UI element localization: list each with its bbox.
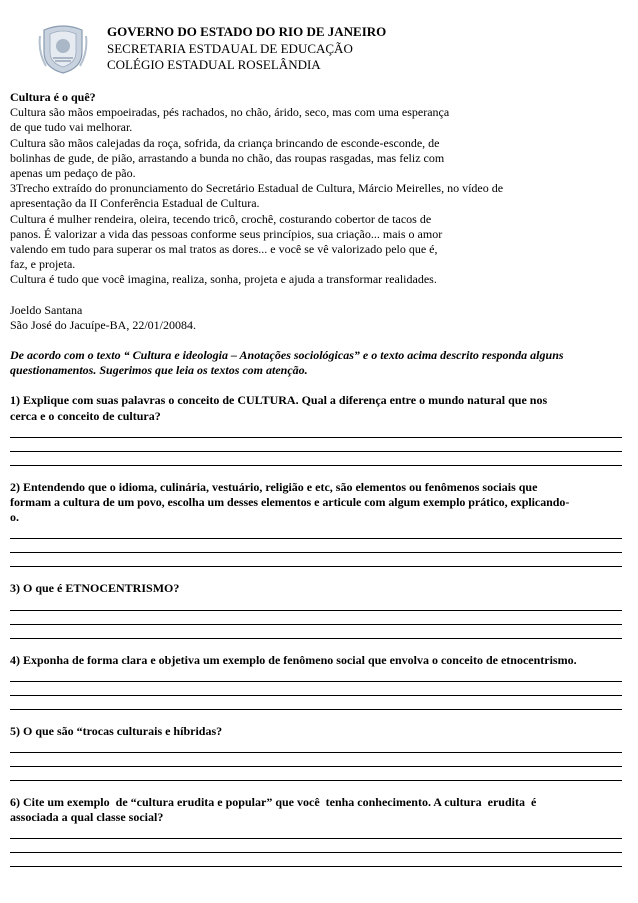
- instructions-line: questionamentos. Sugerimos que leia os textos com atenção.: [10, 363, 308, 378]
- author: Joeldo Santana: [10, 302, 83, 317]
- answer-line[interactable]: [10, 753, 622, 767]
- question-4: [10, 653, 624, 710]
- place-date: São José do Jacuípe-BA, 22/01/20084.: [10, 317, 196, 332]
- answer-line[interactable]: [10, 668, 622, 682]
- text-line: valendo em tudo para superar os mal tratos as dores... e você se vê valorizado pelo que é,: [10, 242, 438, 257]
- question-text: cerca e o conceito de cultura?: [10, 408, 161, 423]
- answer-line[interactable]: [10, 767, 622, 781]
- worksheet-content: [10, 90, 624, 867]
- answer-line[interactable]: [10, 424, 622, 438]
- instructions-line: De acordo com o texto “ Cultura e ideologia – Anotações sociológicas” e o texto acima descrito responda alguns: [10, 348, 564, 363]
- question-3: [10, 581, 624, 638]
- answer-line[interactable]: [10, 553, 622, 567]
- rio-de-janeiro-coat-of-arms-icon: [38, 22, 88, 74]
- question-text: 1) Explique com suas palavras o conceito de CULTURA. Qual a diferença entre o mundo natural que nos: [10, 393, 548, 408]
- answer-line[interactable]: [10, 597, 622, 611]
- answer-line[interactable]: [10, 696, 622, 710]
- question-text: 5) O que são “trocas culturais e híbridas?: [10, 723, 223, 738]
- text-line: de que tudo vai melhorar.: [10, 120, 133, 135]
- answer-line[interactable]: [10, 539, 622, 553]
- text-line: faz, e projeta.: [10, 257, 76, 272]
- question-text: formam a cultura de um povo, escolha um desses elementos e articule com algum exemplo prático, explicando-: [10, 495, 570, 510]
- government-name: GOVERNO DO ESTADO DO RIO DE JANEIRO: [107, 24, 387, 39]
- answer-line[interactable]: [10, 525, 622, 539]
- question-text: 2) Entendendo que o idioma, culinária, vestuário, religião e etc, são elementos ou fenômenos sociais que: [10, 479, 538, 494]
- answer-line[interactable]: [10, 853, 622, 867]
- text-line: apenas um pedaço de pão.: [10, 166, 136, 181]
- text-title: Cultura é o quê?: [10, 90, 96, 104]
- answer-line[interactable]: [10, 452, 622, 466]
- answer-line[interactable]: [10, 611, 622, 625]
- question-text: associada a qual classe social?: [10, 810, 164, 825]
- secretariat-name: SECRETARIA ESTDAUAL DE EDUCAÇÃO: [107, 40, 353, 56]
- answer-line[interactable]: [10, 825, 622, 839]
- question-6: [10, 795, 624, 867]
- answer-line[interactable]: [10, 625, 622, 639]
- question-5: [10, 724, 624, 781]
- text-line: Cultura são mãos calejadas da roça, sofrida, da criança brincando de esconde-esconde, de: [10, 135, 440, 150]
- question-text: 6) Cite um exemplo de “cultura erudita e popular” que você tenha conhecimento. A cultura erudita é: [10, 795, 537, 810]
- answer-line[interactable]: [10, 739, 622, 753]
- text-line: panos. É valorizar a vida das pessoas conforme seus princípios, sua criação... mais o amor: [10, 226, 443, 241]
- text-line: 3Trecho extraído do pronunciamento do Secretário Estadual de Cultura, Márcio Meirelles, no vídeo de: [10, 181, 504, 196]
- answer-line[interactable]: [10, 682, 622, 696]
- question-1: [10, 393, 624, 465]
- question-text: 3) O que é ETNOCENTRISMO?: [10, 581, 180, 596]
- text-line: Cultura são mãos empoeiradas, pés rachados, no chão, árido, seco, mas com uma esperança: [10, 105, 450, 120]
- question-text: o.: [10, 510, 19, 525]
- school-name: COLÉGIO ESTADUAL ROSELÂNDIA: [107, 57, 321, 72]
- question-text: 4) Exponha de forma clara e objetiva um exemplo de fenômeno social que envolva o conceito de etnocentrismo.: [10, 652, 577, 667]
- document-header: [0, 0, 638, 84]
- text-line: bolinhas de gude, de pião, arrastando a bunda no chão, das roupas rasgadas, mas feliz com: [10, 150, 445, 165]
- question-2: [10, 480, 624, 568]
- text-line: Cultura é mulher rendeira, oleira, tecendo tricô, crochê, costurando cobertor de tacos de: [10, 211, 432, 226]
- text-line: Cultura é tudo que você imagina, realiza, sonha, projeta e ajuda a transformar realidades.: [10, 272, 437, 287]
- answer-line[interactable]: [10, 839, 622, 853]
- answer-line[interactable]: [10, 438, 622, 452]
- text-line: apresentação da II Conferência Estadual de Cultura.: [10, 196, 260, 211]
